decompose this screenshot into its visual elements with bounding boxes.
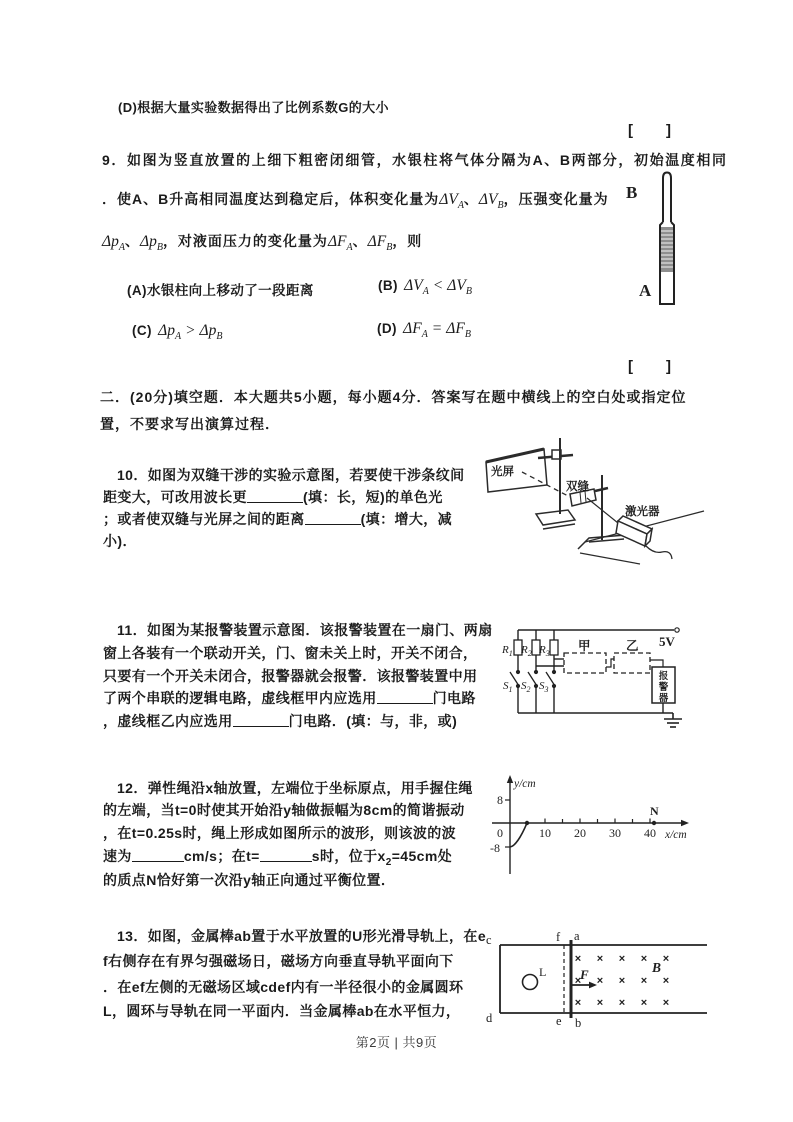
answer-blank[interactable] [233, 714, 289, 727]
field-cross: × [618, 975, 626, 987]
svg-text:报: 报 [658, 671, 669, 682]
switch-s3-label: $S_3$ [539, 680, 549, 694]
q11-line4-pre: 了两个串联的逻辑电路，虚线框甲内应选用 [103, 690, 377, 706]
point-a-label: a [574, 929, 580, 943]
x-axis-label: x/cm [665, 829, 687, 841]
formula-delta-pb [199, 322, 223, 343]
q13-line-2: f右侧存在有界匀强磁场日，磁场方向垂直导轨平面向下 [103, 953, 454, 969]
wavefront-dot [525, 821, 529, 825]
corner-d-label: d [486, 1011, 493, 1025]
field-cross: × [662, 975, 670, 987]
q10-line-3 [103, 509, 452, 529]
q10-line2-post: (填：长，短)的单色光 [303, 489, 443, 505]
formula-sub: A [421, 329, 428, 341]
field-cross: × [640, 975, 648, 987]
resistor-r1-label: $R_1$ [502, 644, 513, 658]
q9-option-a[interactable] [127, 279, 314, 299]
point-n-label: N [650, 804, 659, 818]
resistor-r2-label: $R_2$ [521, 644, 532, 658]
field-cross: × [596, 975, 604, 987]
relation-lt: < [432, 277, 444, 294]
formula-sub: B [465, 286, 472, 298]
enum-comma: 、 [124, 233, 140, 249]
field-b-label: B [652, 960, 662, 975]
tick-10: 10 [539, 826, 551, 840]
field-cross: × [618, 997, 626, 1009]
formula-main: ΔF [367, 233, 387, 250]
mercury-column [661, 227, 673, 272]
q10-line3-pre: ；或者使双缝与光屏之间的距离 [103, 511, 305, 527]
resistor-r3 [550, 640, 558, 655]
field-cross: × [574, 997, 582, 1009]
x-axis-arrow [681, 820, 689, 826]
q12-line-5: 的质点N恰好第一次沿y轴正向通过平衡位置． [103, 872, 396, 888]
formula-main: ΔF [403, 320, 422, 337]
q12-line-3: ，在t=0.25s时，绳上形成如图所示的波形，则该波的波 [103, 825, 457, 841]
q9-figure-tube [613, 165, 703, 317]
q10-line-1: 10．如图为双缝干涉的实验示意图，若要使干涉条纹间 [117, 467, 465, 483]
switch-s2-label: $S_2$ [521, 680, 531, 694]
laser-cable [646, 546, 672, 559]
formula-sub: A [457, 200, 464, 212]
answer-blank[interactable] [247, 490, 303, 503]
relation-gt: > [185, 322, 196, 339]
formula-delta-pb [139, 233, 163, 254]
q13-figure-rail [483, 925, 708, 1043]
q9-option-c[interactable] [132, 322, 225, 342]
field-cross: × [596, 953, 604, 965]
formula-delta-fb [446, 320, 471, 341]
section2-heading-line-1: 二．(20分)填空题．本大题共5小题，每小题4分．答案写在题中横线上的空白处或指定位 [100, 389, 687, 405]
q12-line-2: 的左端，当t=0时使其开始沿y轴做振幅为8cm的简谐振动 [103, 802, 465, 818]
formula-delta-fb [367, 233, 393, 254]
formula-delta-va [439, 191, 464, 212]
field-cross: × [662, 997, 670, 1009]
q11-line-3: 只要有一个开关未闭合，报警器就会报警．该报警装置中用 [103, 668, 478, 684]
q12-line4-post: =45cm处 [391, 848, 453, 864]
formula-delta-vb [478, 191, 504, 212]
formula-delta-pa [102, 233, 125, 254]
answer-blank[interactable] [305, 512, 361, 525]
q10-line3-post: (填：增大，减 [360, 511, 453, 527]
q10-line2-pre: 距变大，可改用波长更 [103, 489, 247, 505]
formula-sub: B [497, 200, 504, 212]
gate-box-yi [614, 653, 650, 673]
enum-comma: 、 [463, 191, 479, 207]
bench-front-edge [580, 553, 640, 564]
gas-b-label: B [626, 183, 638, 202]
field-cross: × [596, 997, 604, 1009]
q12-line4-pre: 速为 [103, 848, 132, 864]
ring-l-label: L [539, 965, 547, 979]
alarm-label [658, 670, 669, 704]
q9-option-d-label: (D) [377, 321, 397, 336]
q9-option-d[interactable] [377, 320, 473, 340]
wave-curve [510, 823, 527, 847]
field-cross: × [640, 953, 648, 965]
corner-c-label: c [486, 933, 492, 947]
q11-line-5 [103, 711, 457, 731]
field-cross: × [574, 953, 582, 965]
field-cross: × [618, 953, 626, 965]
q9-line2-post: ，压强变化量为 [503, 191, 609, 207]
formula-main: ΔV [439, 191, 458, 208]
q9-option-b-label: (B) [378, 278, 398, 293]
gate-yi-label: 乙 [626, 639, 639, 653]
q9-line3-post: ，则 [392, 233, 423, 249]
tick-neg8: -8 [490, 841, 500, 855]
q12-line-4 [103, 846, 452, 868]
switch-s1-label: $S_1$ [503, 680, 513, 694]
tick-0: 0 [497, 826, 503, 840]
formula-main: ΔV [478, 191, 498, 208]
supply-terminal [675, 628, 679, 632]
formula-main: Δp [199, 322, 217, 339]
svg-text:警: 警 [658, 682, 669, 693]
q9-line-1: 9．如图为竖直放置的上细下粗密闭细管，水银柱将气体分隔为A、B两部分，初始温度相同 [102, 152, 728, 168]
gate-link-wire [606, 659, 614, 667]
q12-line4-mid2: s时，位于x [311, 848, 386, 864]
q13-line-4: L，圆环与导轨在同一平面内．当金属棒ab在水平恒力， [103, 1003, 461, 1019]
formula-sub: A [118, 242, 125, 254]
formula-delta-fa [403, 320, 428, 341]
formula-sub: A [346, 242, 353, 254]
resistor-r3-label: $R_3$ [539, 644, 550, 658]
metal-ring [523, 975, 538, 990]
formula-main: ΔV [447, 277, 466, 294]
formula-main: ΔF [446, 320, 465, 337]
field-cross: × [662, 953, 670, 965]
screen-label: 光屏 [491, 466, 514, 478]
laser-label: 激光器 [625, 506, 660, 518]
section2-heading-line-2: 置，不要求写出演算过程． [100, 416, 280, 432]
q9-option-c-label: (C) [132, 323, 152, 338]
formula-main: ΔV [404, 277, 423, 294]
formula-sub: A [422, 286, 429, 298]
ground-symbol [664, 713, 682, 727]
point-n-dot [652, 821, 656, 825]
formula-sub: B [156, 242, 163, 254]
formula-sub: B [386, 242, 393, 254]
slits-label: 双缝 [566, 481, 589, 493]
q9-option-a-text: 水银柱向上移动了一段距离 [146, 283, 314, 298]
q9-line-3 [102, 231, 422, 253]
point-b-label: b [575, 1016, 582, 1030]
page-footer: 第2页 | 共9页 [355, 1035, 438, 1050]
y-axis-arrow [507, 775, 513, 783]
q13-line-1: 13．如图，金属棒ab置于水平放置的U形光滑导轨上，在e [117, 928, 487, 944]
q10-line-4: 小)． [103, 533, 137, 549]
answer-bracket[interactable]: [ ] [628, 358, 672, 375]
point-f-label: f [556, 930, 561, 944]
formula-main: Δp [102, 233, 119, 250]
answer-blank[interactable] [132, 849, 184, 862]
formula-main: ΔF [327, 233, 347, 250]
tick-40: 40 [644, 826, 656, 840]
point-e-label: e [556, 1014, 562, 1028]
gate-jia-label: 甲 [578, 639, 591, 653]
q11-line-1: 11．如图为某报警装置示意图．该报警装置在一扇门、两扇 [117, 622, 493, 638]
formula-main: Δp [158, 322, 175, 339]
q9-option-b[interactable] [378, 277, 474, 297]
relation-eq: = [431, 320, 443, 337]
q12-line-1: 12．弹性绳沿x轴放置，左端位于坐标原点，用手握住绳 [117, 780, 473, 796]
gas-a-label: A [639, 281, 652, 300]
formula-delta-vb [447, 277, 472, 298]
enum-comma: 、 [352, 233, 368, 249]
q9-option-a-label: (A) [127, 283, 147, 298]
q11-line-4 [103, 688, 476, 708]
tick-8: 8 [497, 793, 503, 807]
answer-blank[interactable] [377, 691, 433, 704]
field-cross: × [640, 997, 648, 1009]
q9-line3-mid: ，对液面压力的变化量为 [162, 233, 328, 249]
formula-delta-pa [158, 322, 182, 343]
thin-tube [663, 173, 671, 223]
q11-line4-post: 门电路 [432, 690, 476, 706]
q9-line2-pre: ．使A、B升高相同温度达到稳定后，体积变化量为 [102, 191, 440, 207]
stand-base-1 [536, 510, 575, 525]
q11-line5-pre: ，虚线框乙内应选用 [103, 713, 233, 729]
q11-line5-post: 门电路．(填：与，非，或) [288, 713, 458, 729]
force-f-label: F [580, 967, 589, 982]
formula-sub: B [464, 329, 471, 341]
svg-text:器: 器 [658, 693, 669, 704]
q9-line-2 [102, 189, 609, 211]
q12-figure-wave-graph [488, 772, 705, 878]
gate-box-jia [564, 653, 606, 673]
formula-delta-fa [327, 233, 353, 254]
answer-blank[interactable] [260, 849, 312, 862]
q8-option-d: (D)根据大量实验数据得出了比例系数G的大小 [118, 100, 389, 115]
q10-line-2 [103, 487, 443, 507]
formula-main: Δp [139, 233, 157, 250]
q13-line-3: ．在ef左侧的无磁场区域cdef内有一半径很小的金属圆环 [103, 979, 464, 995]
formula-delta-va [404, 277, 429, 298]
alarm-input-wire [650, 660, 663, 667]
mercury-fill [661, 227, 673, 272]
y-axis-label: y/cm [514, 778, 536, 790]
formula-sub: B [216, 331, 223, 343]
q11-figure-circuit [500, 615, 695, 740]
q10-figure-double-slit [478, 428, 706, 605]
q12-line4-mid1: cm/s；在t= [183, 848, 260, 864]
field-cross: × [574, 975, 582, 987]
tick-20: 20 [574, 826, 586, 840]
tick-30: 30 [609, 826, 621, 840]
q12-x-subscript: 2 [385, 856, 392, 868]
answer-bracket[interactable]: [ ] [628, 122, 672, 139]
q11-line-2: 窗上各装有一个联动开关，门、窗未关上时，开关不闭合， [103, 645, 478, 661]
voltage-label: 5V [659, 634, 675, 649]
formula-sub: A [174, 331, 182, 343]
